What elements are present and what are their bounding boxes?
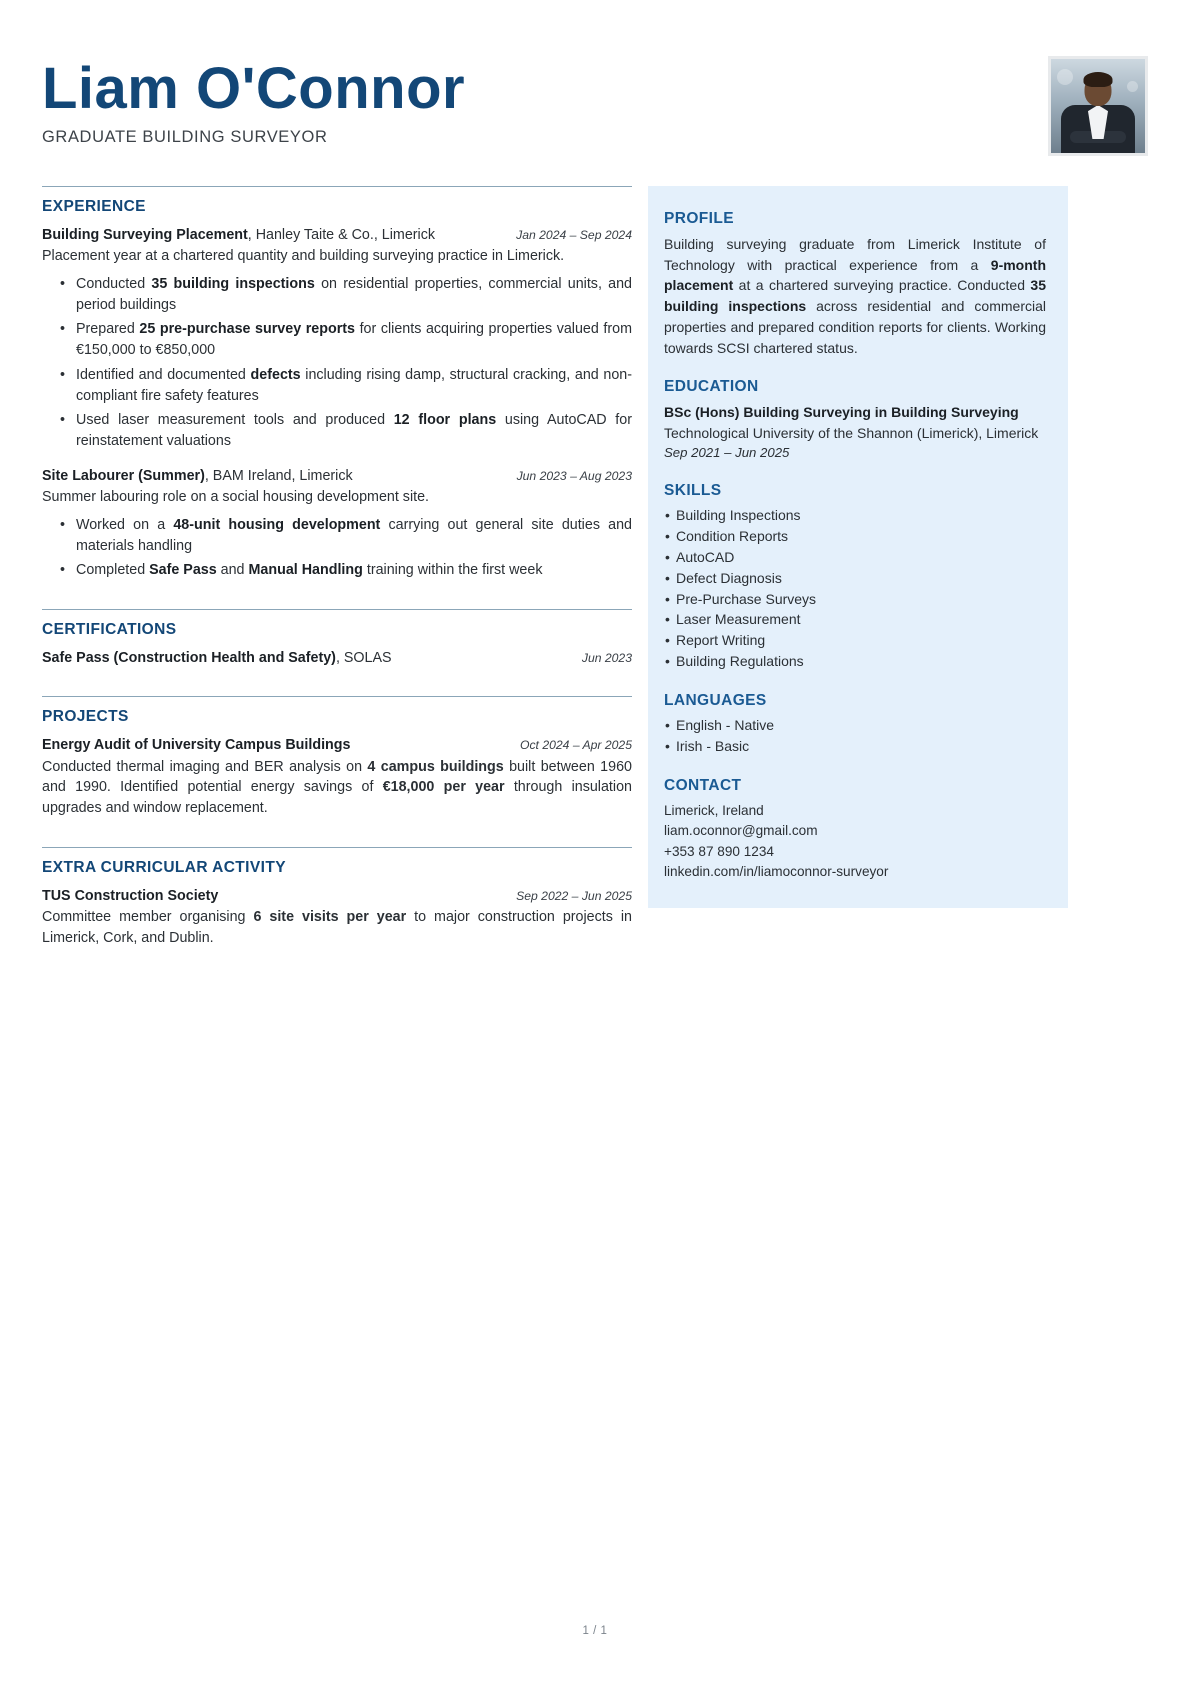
bullet-highlight: Manual Handling [248, 562, 363, 579]
bullet-text: and [216, 562, 249, 579]
section-extra-curricular [42, 847, 632, 949]
list-item [76, 560, 632, 581]
sidebar [648, 186, 1068, 908]
section-heading-experience: EXPERIENCE [42, 198, 146, 215]
section-heading-contact: CONTACT [664, 776, 742, 794]
profile-highlight: 35 building inspections [664, 277, 1046, 315]
resume-header [42, 52, 1148, 172]
description-highlight: 4 campus buildings [367, 758, 504, 775]
sidebar-section-contact [664, 777, 1046, 883]
entry-header [42, 886, 632, 906]
sidebar-section-skills [664, 482, 1046, 672]
description-highlight: €18,000 per year [382, 779, 505, 796]
list-item [76, 274, 632, 315]
main-column [42, 186, 632, 962]
contact-linkedin[interactable]: linkedin.com/in/liamoconnor-surveyor [664, 863, 889, 879]
bullet-text: on residential properties, commercial units, and period buildings [76, 276, 633, 313]
section-projects [42, 696, 632, 818]
contact-email[interactable]: liam.oconnor@gmail.com [664, 823, 818, 839]
section-heading-certifications: CERTIFICATIONS [42, 620, 177, 638]
project-name: Energy Audit of University Campus Buildings [42, 737, 351, 754]
certification-entry [42, 648, 632, 668]
bullet-text: Conducted [76, 276, 152, 293]
bullet-highlight: 48-unit housing development [173, 516, 381, 533]
bullet-text: Identified and documented [76, 366, 251, 383]
entry-title [42, 466, 353, 486]
entry-company: , BAM Ireland, Limerick [204, 467, 353, 484]
bullet-text: Worked on a [76, 516, 174, 533]
entry-header [42, 735, 632, 755]
entry-date: Jun 2023 [581, 650, 632, 665]
entry-role: Building Surveying Placement [42, 227, 248, 243]
bullet-highlight: defects [250, 366, 301, 383]
description-text: built between 1960 and 1990. Identified potential energy savings of [42, 758, 632, 796]
entry-bullet-list [42, 274, 632, 452]
entry-title [42, 886, 218, 906]
bullet-text: carrying out general site duties and materials handling [76, 516, 632, 554]
profile-text-part: Building surveying graduate from Limerick Institute of Technology with practical experience from a [664, 236, 1046, 273]
list-item: • Irish - Basic [676, 737, 1046, 757]
skills-list [664, 506, 1046, 672]
entry-description: Summer labouring role on a social housing development site. [42, 489, 430, 506]
page-indicator: 1 / 1 [582, 1625, 608, 1637]
contact-location: Limerick, Ireland [664, 802, 764, 818]
sidebar-section-profile [664, 210, 1046, 358]
bullet-highlight: 12 floor plans [393, 412, 497, 429]
section-heading-skills: SKILLS [664, 482, 722, 500]
entry-date: Jan 2024 – Sep 2024 [516, 228, 632, 242]
section-divider [42, 609, 632, 610]
description-highlight: 6 site visits per year [253, 908, 407, 925]
bullet-highlight: Safe Pass [149, 562, 217, 579]
bullet-text: training within the first week [362, 562, 543, 579]
profile-text-part: across residential and commercial properties and prepared condition reports for clients. Working towards SCSI chartered status. [664, 298, 1046, 356]
list-item: • Laser Measurement [676, 610, 1046, 630]
entry-description [42, 757, 632, 819]
bullet-text: using AutoCAD for reinstatement valuations [76, 412, 632, 450]
description-text: Committee member organising [42, 908, 254, 925]
entry-header [42, 648, 632, 668]
project-entry [42, 735, 632, 818]
avatar-hair [1084, 72, 1113, 87]
entry-header [42, 225, 632, 245]
contact-phone[interactable]: +353 87 890 1234 [664, 843, 774, 859]
entry-bullet-list [42, 515, 632, 581]
entry-header [42, 466, 632, 486]
certification-name: Safe Pass (Construction Health and Safety) [42, 649, 336, 666]
activity-name: TUS Construction Society [42, 887, 219, 904]
section-divider [42, 847, 632, 848]
list-item [76, 319, 632, 360]
avatar-bokeh-icon [1057, 69, 1073, 85]
bullet-text: Completed [76, 562, 150, 579]
list-item: • Building Regulations [676, 652, 1046, 672]
profile-text-part: at a chartered surveying practice. Conducted [733, 277, 1031, 294]
profile-highlight: 9-month placement [664, 256, 1046, 294]
list-item: • Defect Diagnosis [676, 569, 1046, 589]
bullet-text: Used laser measurement tools and produced [76, 412, 394, 429]
bullet-text: Prepared [76, 321, 140, 338]
avatar-bokeh-icon [1127, 81, 1138, 92]
list-item: • English - Native [676, 716, 1046, 736]
entry-description: Placement year at a chartered quantity and building surveying practice in Limerick. [42, 248, 565, 265]
section-heading-languages: LANGUAGES [664, 692, 767, 710]
page-title: Liam O'Connor [42, 56, 466, 121]
list-item: • Condition Reports [676, 527, 1046, 547]
entry-role: Site Labourer (Summer) [42, 467, 205, 484]
avatar-image [1051, 59, 1145, 153]
experience-entry [42, 225, 632, 452]
entry-description [42, 907, 632, 948]
bullet-highlight: 25 pre-purchase survey reports [139, 321, 355, 338]
entry-title [42, 735, 350, 755]
list-item: • Building Inspections [676, 506, 1046, 526]
education-date: Sep 2021 – Jun 2025 [664, 444, 790, 460]
bullet-text: including rising damp, structural cracking, and non-compliant fire safety features [76, 366, 633, 404]
list-item [76, 410, 632, 451]
list-item [76, 515, 632, 556]
sidebar-section-education [664, 378, 1046, 462]
section-experience [42, 186, 632, 581]
entry-title [42, 225, 435, 245]
spacer [42, 833, 632, 847]
certification-issuer: , SOLAS [335, 649, 392, 666]
description-text: through insulation upgrades and window replacement. [42, 779, 632, 816]
entry-date: Jun 2023 – Aug 2023 [516, 468, 632, 483]
section-heading-projects: PROJECTS [42, 708, 129, 726]
list-item: • AutoCAD [676, 548, 1046, 568]
description-text: Conducted thermal imaging and BER analysis on [42, 758, 368, 775]
section-heading-education: EDUCATION [664, 378, 759, 396]
languages-list [664, 716, 1046, 757]
entry-date: Sep 2022 – Jun 2025 [516, 888, 632, 903]
spacer [42, 682, 632, 696]
list-item: • Pre-Purchase Surveys [676, 590, 1046, 610]
bullet-highlight: 35 building inspections [151, 276, 315, 293]
sidebar-section-languages [664, 692, 1046, 757]
section-divider [42, 186, 632, 187]
bullet-text: for clients acquiring properties valued from €150,000 to €850,000 [76, 321, 633, 359]
description-text: to major construction projects in Limerick, Cork, and Dublin. [42, 908, 632, 946]
spacer [42, 595, 632, 609]
avatar [1048, 56, 1148, 156]
entry-company: , Hanley Taite & Co., Limerick [247, 227, 436, 243]
experience-entry [42, 466, 632, 581]
section-divider [42, 696, 632, 697]
entry-title [42, 648, 392, 668]
education-degree: BSc (Hons) Building Surveying in Building Surveying [664, 404, 1019, 421]
job-title: GRADUATE BUILDING SURVEYOR [42, 128, 328, 146]
list-item: • Report Writing [676, 631, 1046, 651]
education-institution: Technological University of the Shannon (Limerick), Limerick [664, 424, 1039, 441]
list-item [76, 365, 632, 406]
activity-entry [42, 886, 632, 949]
section-certifications [42, 609, 632, 668]
profile-text [664, 234, 1046, 358]
entry-date: Oct 2024 – Apr 2025 [519, 738, 632, 753]
section-heading-extra-curricular: EXTRA CURRICULAR ACTIVITY [42, 858, 286, 876]
section-heading-profile: PROFILE [664, 210, 734, 227]
